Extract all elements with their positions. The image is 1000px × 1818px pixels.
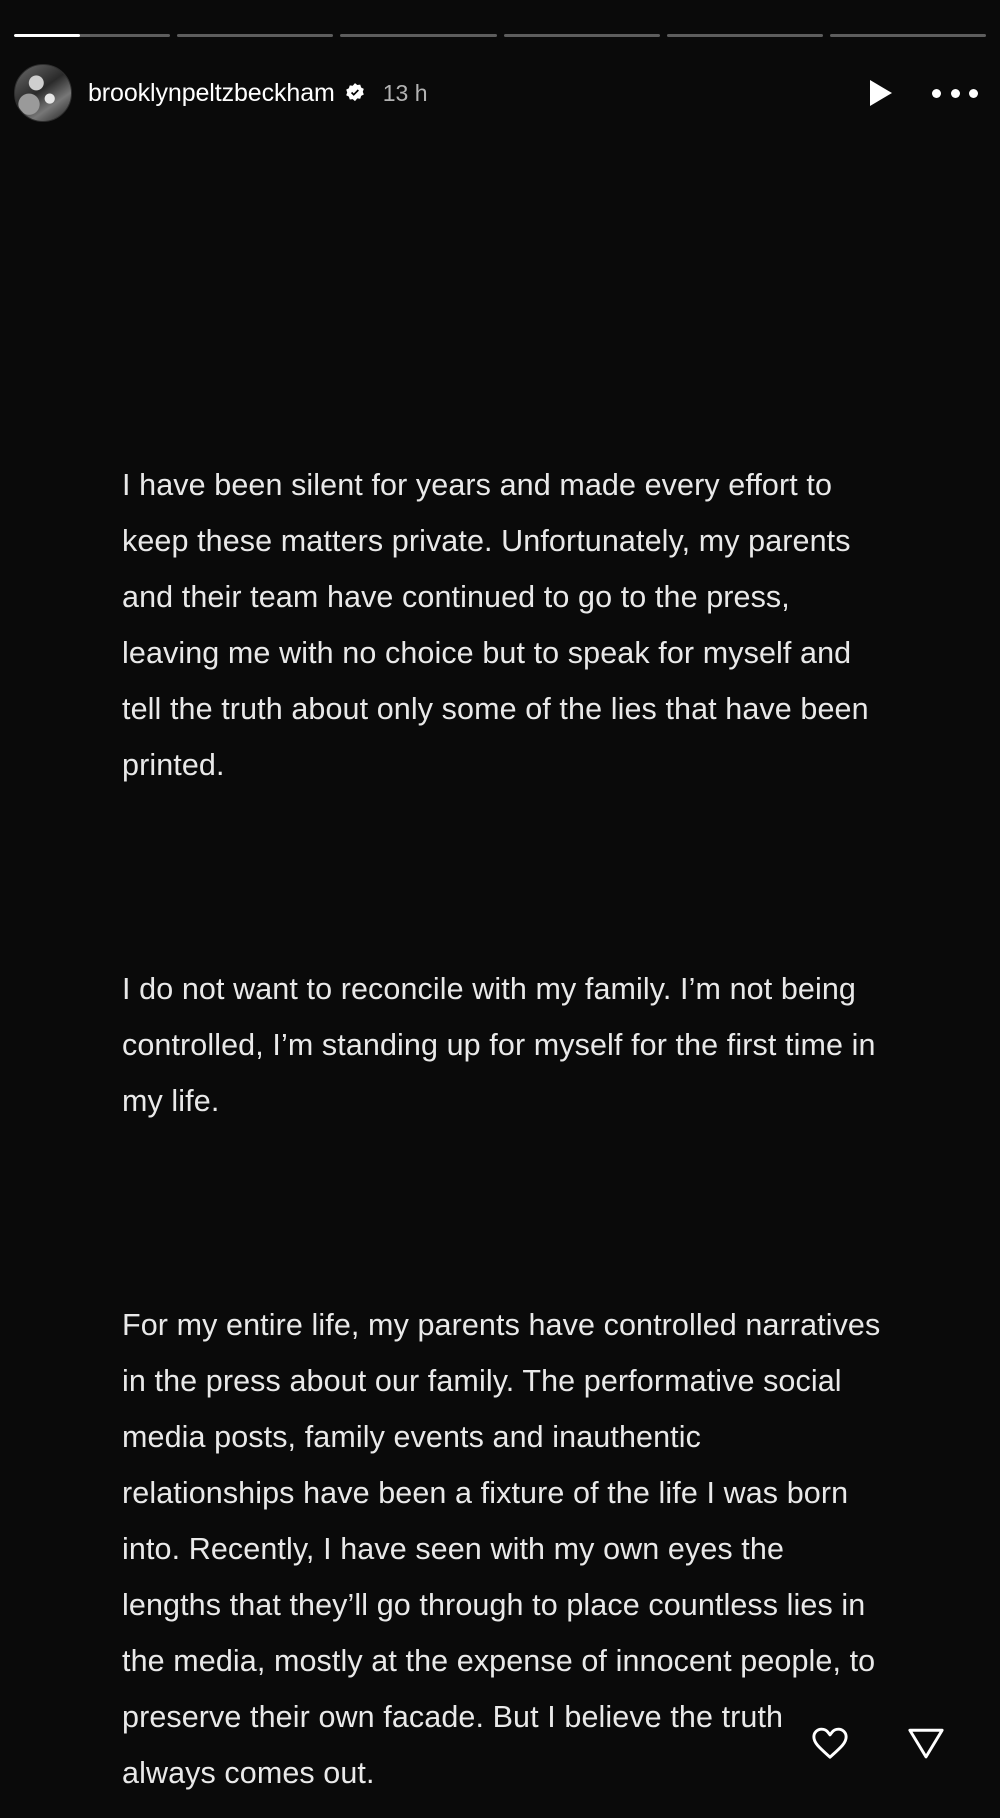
story-progress-segment[interactable] (14, 34, 170, 37)
story-progress-segment[interactable] (504, 34, 660, 37)
share-paper-plane-icon[interactable] (904, 1720, 948, 1764)
story-progress-bar (14, 34, 986, 38)
heart-icon[interactable] (808, 1720, 852, 1764)
more-options-icon[interactable] (932, 76, 978, 110)
avatar[interactable] (14, 64, 72, 122)
story-progress-segment[interactable] (830, 34, 986, 37)
story-paragraph: For my entire life, my parents have controlled narratives in the press about our family. The performative social media posts, family events and inauthentic relationships have been a fixture of the life I was born into. Recently, I have seen with my own eyes the lengths that they’ll go through to place countless lies in the media, mostly at the expense of innocent people, to preserve their own facade. But I believe the truth always comes out. (122, 1308, 889, 1790)
story-progress-segment[interactable] (340, 34, 496, 37)
story-progress-segment[interactable] (177, 34, 333, 37)
story-paragraph: I do not want to reconcile with my family. I’m not being controlled, I’m standing up for myself for the first time in my life. (122, 972, 885, 1118)
story-paragraph: I have been silent for years and made every effort to keep these matters private. Unfortunately, my parents and their team have continued to go to the press, leaving me with no choice but to speak for myself and tell the truth about only some of the lies that have been printed. (122, 468, 878, 782)
username-label[interactable]: brooklynpeltzbeckham (88, 78, 335, 107)
timestamp-label: 13 h (382, 79, 428, 106)
story-progress-segment[interactable] (667, 34, 823, 37)
story-text-block (122, 345, 889, 1818)
story-actions (808, 1720, 948, 1764)
story-header (14, 62, 982, 124)
play-icon[interactable] (864, 76, 898, 110)
verified-badge-icon (344, 82, 366, 104)
